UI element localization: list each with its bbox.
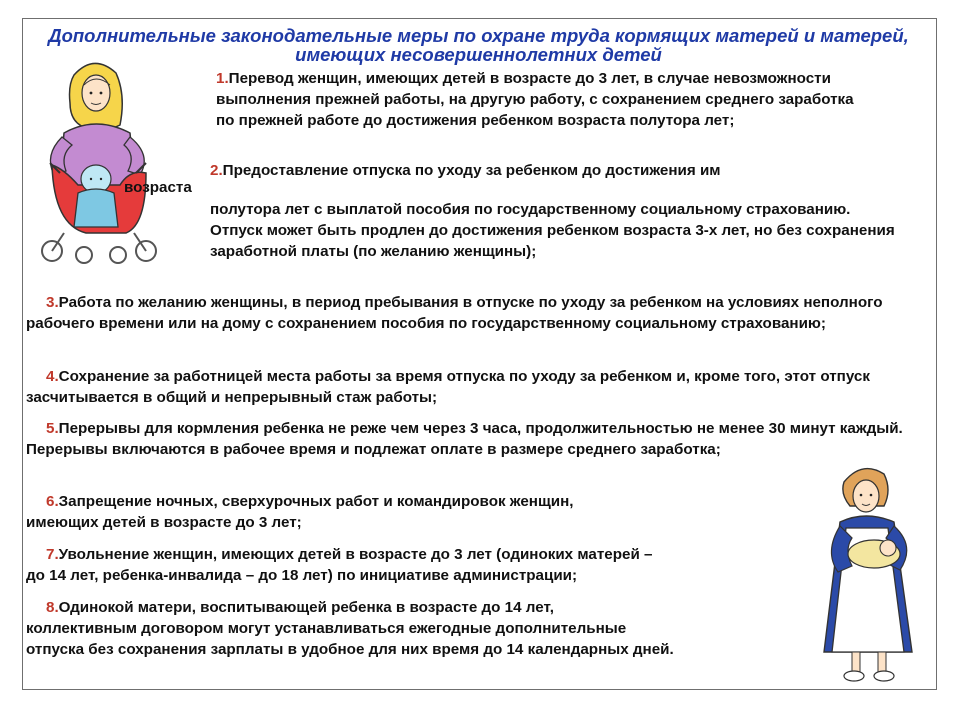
nurse-holding-baby-illustration <box>818 462 930 684</box>
item-text: Перерывы для кормления ребенка не реже чем через 3 часа, продолжительностью не менее 30 минут каждый. Перерывы включаются в рабочее время и подлежат оплате в размере среднего заработка; <box>26 420 903 458</box>
item-text: коллективным договором могут устанавливаться ежегодные дополнительные <box>26 620 627 637</box>
item-number: 3. <box>46 294 59 311</box>
list-item-6 <box>26 491 816 533</box>
item-number: 8. <box>46 599 59 616</box>
list-item-2-continued <box>210 199 900 262</box>
list-item-4 <box>26 366 916 408</box>
item-number: 4. <box>46 368 59 385</box>
list-item-2-overflow <box>124 177 192 198</box>
item-text: отпуска без сохранения зарплаты в удобное для них время до 14 календарных дней. <box>26 641 674 658</box>
item-text: Перевод женщин, имеющих детей в возрасте до 3 лет, в случае невозможности выполнения прежней работы, на другую работу, с сохранением среднего заработка по прежней работе до достижения ребенком возраста полутора лет; <box>216 70 854 129</box>
mother-with-stroller-illustration <box>34 55 164 267</box>
item-number: 2. <box>210 162 223 179</box>
item-text-overflow: возраста <box>124 179 192 196</box>
list-item-3 <box>26 292 916 334</box>
list-item-7 <box>26 544 816 586</box>
list-item-8 <box>26 597 826 660</box>
item-text: Одинокой матери, воспитывающей ребенка в возрасте до 14 лет, <box>58 599 554 616</box>
item-text: Запрещение ночных, сверхурочных работ и командировок женщин, <box>58 493 574 510</box>
item-text: имеющих детей в возрасте до 3 лет; <box>26 514 302 531</box>
item-number: 1. <box>216 70 229 87</box>
page-title: Дополнительные законодательные меры по охране труда кормящих матерей и матерей, имеющих несовершеннолетних детей <box>48 25 909 65</box>
list-item-2 <box>210 160 900 181</box>
item-number: 6. <box>46 493 59 510</box>
list-item-5 <box>26 418 926 460</box>
item-text: Увольнение женщин, имеющих детей в возрасте до 3 лет (одиноких матерей – <box>58 546 653 563</box>
item-number: 7. <box>46 546 59 563</box>
item-text: Работа по желанию женщины, в период пребывания в отпуске по уходу за ребенком на условиях неполного рабочего времени или на дому с сохранением пособия по государственному социальному страхованию; <box>26 294 883 332</box>
item-text: Сохранение за работницей места работы за время отпуска по уходу за ребенком и, кроме того, этот отпуск засчитывается в общий и непрерывный стаж работы; <box>26 368 870 406</box>
item-text: Предоставление отпуска по уходу за ребенком до достижения им <box>222 162 721 179</box>
list-item-1 <box>216 68 856 131</box>
item-text: полутора лет с выплатой пособия по государственному социальному страхованию. Отпуск может быть продлен до достижения ребенком возраста 3-х лет, но без сохранения заработной платы (по желанию женщины); <box>210 201 895 260</box>
item-number: 5. <box>46 420 59 437</box>
item-text: до 14 лет, ребенка-инвалида – до 18 лет) по инициативе администрации; <box>26 567 578 584</box>
